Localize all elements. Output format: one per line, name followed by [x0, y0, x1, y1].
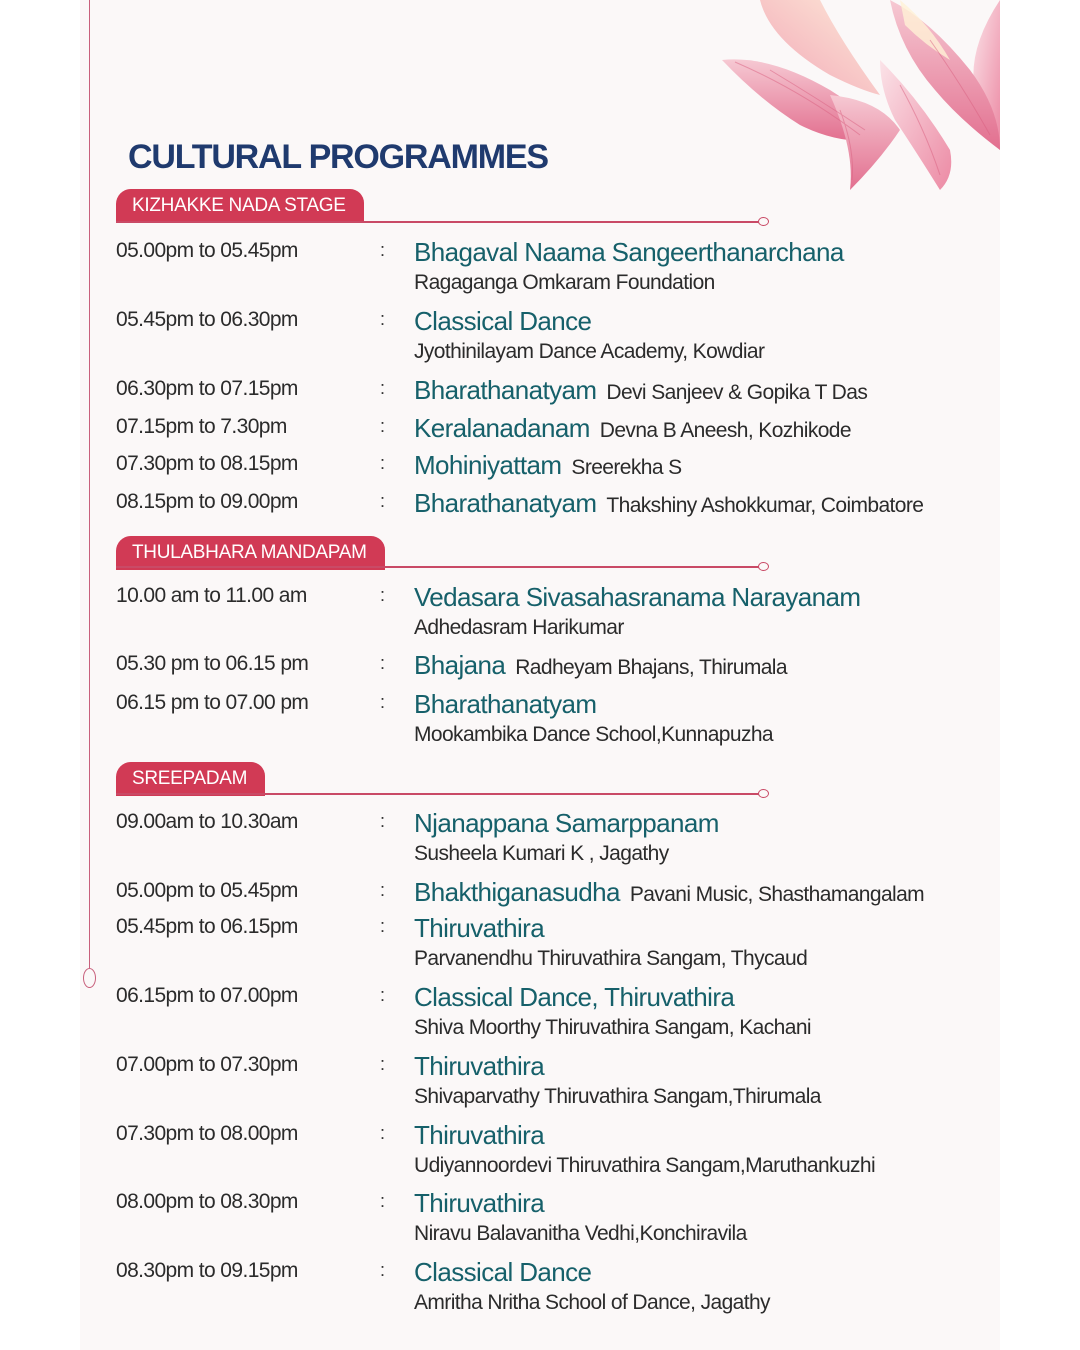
entry-program: [414, 877, 924, 908]
program-name: Thiruvathira: [414, 1051, 545, 1081]
entry-separator: :: [380, 1260, 386, 1280]
entry-performer: Sreerekha S: [571, 456, 682, 479]
entry-separator: :: [380, 378, 386, 398]
program-name: Mohiniyattam: [414, 450, 562, 480]
entry-program: [414, 689, 596, 720]
program-name: Bhajana: [414, 650, 506, 680]
entry-program: [414, 306, 591, 337]
section-divider: [116, 221, 761, 223]
entry-time: 09.00am to 10.30am: [116, 810, 298, 833]
entry-time: 06.15 pm to 07.00 pm: [116, 691, 309, 714]
program-name: Bharathanatyam: [414, 488, 597, 518]
entry-time: 05.00pm to 05.45pm: [116, 239, 298, 262]
entry-performer: Shivaparvathy Thiruvathira Sangam,Thirumala: [414, 1085, 821, 1108]
left-line-ornament: [83, 968, 96, 988]
entry-performer: Susheela Kumari K , Jagathy: [414, 842, 669, 865]
entry-separator: :: [380, 416, 386, 436]
entry-time: 06.30pm to 07.15pm: [116, 377, 298, 400]
entry-performer: Niravu Balavanitha Vedhi,Konchiravila: [414, 1222, 747, 1245]
program-name: Classical Dance: [414, 1257, 592, 1287]
program-name: Bharathanatyam: [414, 689, 597, 719]
entry-performer: Shiva Moorthy Thiruvathira Sangam, Kachani: [414, 1016, 811, 1039]
entry-performer: Amritha Nritha School of Dance, Jagathy: [414, 1291, 770, 1314]
left-vertical-line: [89, 0, 90, 968]
program-name: Bharathanatyam: [414, 375, 597, 405]
entry-separator: :: [380, 880, 386, 900]
program-name: Keralanadanam: [414, 413, 590, 443]
entry-separator: :: [380, 985, 386, 1005]
program-name: Thiruvathira: [414, 1120, 545, 1150]
divider-end-ornament: [758, 217, 769, 226]
entry-time: 05.00pm to 05.45pm: [116, 879, 298, 902]
entry-time: 05.30 pm to 06.15 pm: [116, 652, 309, 675]
program-name: Classical Dance, Thiruvathira: [414, 982, 735, 1012]
entry-performer: Devi Sanjeev & Gopika T Das: [606, 381, 868, 404]
section-divider: [116, 566, 761, 568]
entry-performer: Mookambika Dance School,Kunnapuzha: [414, 723, 774, 746]
entry-program: [414, 1188, 544, 1219]
program-name: Thiruvathira: [414, 1188, 545, 1218]
program-name: Njanappana Samarppanam: [414, 808, 719, 838]
entry-separator: :: [380, 240, 386, 260]
entry-time: 05.45pm to 06.15pm: [116, 915, 298, 938]
entry-program: [414, 413, 851, 444]
entry-program: [414, 488, 923, 519]
entry-time: 06.15pm to 07.00pm: [116, 984, 298, 1007]
entry-time: 08.30pm to 09.15pm: [116, 1259, 298, 1282]
entry-separator: :: [380, 692, 386, 712]
program-name: Bhakthiganasudha: [414, 877, 620, 907]
entry-separator: :: [380, 1191, 386, 1211]
entry-performer: Adhedasram Harikumar: [414, 616, 624, 639]
entry-performer: Devna B Aneesh, Kozhikode: [599, 419, 851, 442]
divider-end-ornament: [758, 789, 769, 798]
entry-program: [414, 1051, 544, 1082]
entry-program: [414, 450, 682, 481]
entry-time: 07.15pm to 7.30pm: [116, 415, 287, 438]
entry-separator: :: [380, 585, 386, 605]
entry-program: [414, 582, 860, 613]
entry-separator: :: [380, 1054, 386, 1074]
section-divider: [116, 793, 761, 795]
entry-program: [414, 650, 787, 681]
entry-separator: :: [380, 491, 386, 511]
entry-time: 07.30pm to 08.00pm: [116, 1122, 298, 1145]
divider-end-ornament: [758, 562, 769, 571]
entry-separator: :: [380, 1123, 386, 1143]
entry-time: 10.00 am to 11.00 am: [116, 584, 307, 607]
program-name: Bhagaval Naama Sangeerthanarchana: [414, 237, 844, 267]
entry-performer: Ragaganga Omkaram Foundation: [414, 271, 715, 294]
entry-time: 05.45pm to 06.30pm: [116, 308, 298, 331]
entry-time: 08.15pm to 09.00pm: [116, 490, 298, 513]
entry-performer: Pavani Music, Shasthamangalam: [629, 883, 925, 906]
entry-performer: Parvanendhu Thiruvathira Sangam, Thycaud: [414, 947, 808, 970]
entry-program: [414, 375, 867, 406]
entry-separator: :: [380, 811, 386, 831]
entry-program: [414, 237, 844, 268]
entry-program: [414, 1257, 591, 1288]
entry-program: [414, 808, 719, 839]
entry-performer: Radheyam Bhajans, Thirumala: [515, 656, 787, 679]
entry-separator: :: [380, 916, 386, 936]
section-header-kizhakke-nada-stage: KIZHAKKE NADA STAGE: [116, 189, 364, 223]
entry-performer: Thakshiny Ashokkumar, Coimbatore: [606, 494, 924, 517]
program-name: Thiruvathira: [414, 913, 545, 943]
program-name: Classical Dance: [414, 306, 592, 336]
entry-separator: :: [380, 653, 386, 673]
entry-time: 08.00pm to 08.30pm: [116, 1190, 298, 1213]
entry-separator: :: [380, 309, 386, 329]
program-name: Vedasara Sivasahasranama Narayanam: [414, 582, 861, 612]
section-header-thulabhara-mandapam: THULABHARA MANDAPAM: [116, 536, 385, 570]
page-title: CULTURAL PROGRAMMES: [128, 138, 548, 176]
entry-program: [414, 1120, 544, 1151]
entry-performer: Jyothinilayam Dance Academy, Kowdiar: [414, 340, 765, 363]
entry-program: [414, 913, 544, 944]
entry-time: 07.00pm to 07.30pm: [116, 1053, 298, 1076]
entry-performer: Udiyannoordevi Thiruvathira Sangam,Maruthankuzhi: [414, 1154, 876, 1177]
entry-time: 07.30pm to 08.15pm: [116, 452, 298, 475]
entry-program: [414, 982, 734, 1013]
entry-separator: :: [380, 453, 386, 473]
section-header-sreepadam: SREEPADAM: [116, 762, 265, 796]
